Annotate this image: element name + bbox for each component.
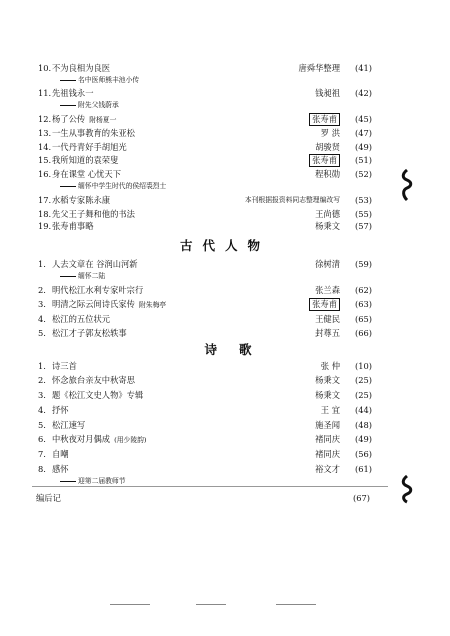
dash-rule <box>60 186 76 187</box>
entry-number: 5. <box>38 420 46 430</box>
entry-author: 封尊五 <box>315 328 340 338</box>
entry-number: 7. <box>38 449 46 459</box>
entry-title: 诗三首 <box>52 361 77 371</box>
entry-page: (47) <box>354 128 372 138</box>
entry-page: (49) <box>354 434 372 444</box>
entry-author: 褚同庆 <box>315 434 340 444</box>
footer-dash <box>110 604 150 605</box>
entry-number: 18. <box>38 209 52 219</box>
entry-author: 杨秉文 <box>315 390 340 400</box>
entry-author: 罗 洪 <box>320 128 340 138</box>
toc-entry <box>38 404 372 417</box>
toc-entry <box>38 284 372 297</box>
entry-title: 松江才子郭友松轶事 <box>52 328 127 338</box>
entry-number: 15. <box>38 155 52 165</box>
entry-author: 杨秉文 <box>315 221 340 231</box>
entry-title: 一生从事教育的朱亚松 <box>52 128 135 138</box>
entry-title: 题《松江文史人物》专辑 <box>52 390 144 400</box>
toc-entry <box>38 113 372 126</box>
entry-page: (65) <box>354 314 372 324</box>
entry-page: (62) <box>354 285 372 295</box>
entry-title: 人去文章在 谷润山河新 <box>52 259 138 269</box>
toc-entry <box>38 419 372 432</box>
toc-entry <box>38 127 372 140</box>
entry-author: 王健民 <box>315 314 340 324</box>
entry-number: 1. <box>38 361 46 371</box>
toc-entry <box>38 194 372 207</box>
entry-subtitle: 附先父钱蔚承 <box>60 100 119 111</box>
entry-page: (42) <box>354 88 372 98</box>
entry-author: 张寿甫 <box>309 113 340 126</box>
toc-entry <box>38 258 372 271</box>
entry-page: (56) <box>354 449 372 459</box>
entry-author: 王尚德 <box>315 209 340 219</box>
entry-number: 14. <box>38 142 52 152</box>
toc-entry <box>38 327 372 340</box>
entry-title: 松江速写 <box>52 420 86 430</box>
divider <box>32 486 388 487</box>
toc-entry <box>38 448 372 461</box>
binding-mark-icon <box>398 168 416 202</box>
entry-page: (55) <box>354 209 372 219</box>
entry-title: 编后记 <box>36 493 61 503</box>
entry-title: 明代松江水利专家叶宗行 <box>52 285 144 295</box>
entry-title: 张寿甫事略 <box>52 221 94 231</box>
dash-rule <box>60 80 76 81</box>
entry-title: 先父王子舞和他的书法 <box>52 209 135 219</box>
entry-author: 唐舜华整理 <box>298 63 340 73</box>
entry-author: 裕文才 <box>315 464 340 474</box>
entry-title: 怀念旅台亲友中秋寄思 <box>52 375 135 385</box>
entry-author: 褚同庆 <box>315 449 340 459</box>
toc-entry <box>38 374 372 387</box>
binding-mark-icon <box>398 474 416 504</box>
entry-number: 4. <box>38 314 46 324</box>
entry-page: (63) <box>354 299 372 309</box>
entry-number: 12. <box>38 114 52 124</box>
entry-title: 松江的五位状元 <box>52 314 111 324</box>
toc-entry <box>38 62 372 75</box>
entry-page: (44) <box>354 405 372 415</box>
entry-number: 4. <box>38 405 46 415</box>
entry-title: 抒怀 <box>52 405 69 415</box>
entry-number: 16. <box>38 169 52 179</box>
entry-note: (用少陵韵) <box>114 436 147 444</box>
toc-entry <box>38 141 372 154</box>
footer-dash <box>276 604 316 605</box>
entry-page: (41) <box>354 63 372 73</box>
entry-title: 自嘲 <box>52 449 69 459</box>
entry-number: 19. <box>38 221 52 231</box>
entry-page: (51) <box>354 155 372 165</box>
entry-title: 中秋夜对月偶成 (用少陵韵) <box>52 434 147 444</box>
entry-title: 明清之际云间诗氏家传 附朱梅亭 <box>52 299 167 309</box>
entry-title: 水稻专家陈永康 <box>52 195 111 205</box>
entry-page: (25) <box>354 390 372 400</box>
entry-subtitle: 缅怀中学生时代的侯绍裘烈士 <box>60 181 166 192</box>
entry-note: 附朱梅亭 <box>138 301 167 309</box>
entry-subtitle: 名中医师熊丰池小传 <box>60 75 139 86</box>
entry-page: (59) <box>354 259 372 269</box>
entry-number: 13. <box>38 128 52 138</box>
entry-page: (25) <box>354 375 372 385</box>
dash-rule <box>60 276 76 277</box>
entry-page: (48) <box>354 420 372 430</box>
entry-author: 张寿甫 <box>309 154 340 167</box>
entry-title: 不为良相为良医 <box>52 63 111 73</box>
entry-number: 10. <box>38 63 52 73</box>
section-title: 诗歌 <box>204 342 274 357</box>
entry-number: 2. <box>38 375 46 385</box>
entry-title: 感怀 <box>52 464 69 474</box>
toc-entry <box>38 298 372 311</box>
dash-rule <box>60 105 76 106</box>
entry-title: 杨了公传 附杨夏一 <box>52 114 117 124</box>
entry-page: (57) <box>354 221 372 231</box>
entry-author: 张寿甫 <box>309 298 340 311</box>
toc-entry-afterword <box>36 492 370 505</box>
entry-number: 11. <box>38 88 52 98</box>
toc-entry <box>38 463 372 476</box>
entry-author: 张兰森 <box>315 285 340 295</box>
entry-author: 胡骏贤 <box>315 142 340 152</box>
entry-title: 先祖钱永一 <box>52 88 94 98</box>
entry-number: 3. <box>38 299 46 309</box>
entry-author: 王 宜 <box>320 405 340 415</box>
entry-page: (61) <box>354 464 372 474</box>
entry-title: 我所知道的袁荣叟 <box>52 155 119 165</box>
entry-subtitle: 缅怀二陆 <box>60 271 105 282</box>
entry-author-credit: 本刊根据报资料同志整理编改写 <box>244 196 340 204</box>
entry-number: 5. <box>38 328 46 338</box>
entry-title: 一代丹青好手胡旭光 <box>52 142 127 152</box>
entry-number: 2. <box>38 285 46 295</box>
toc-entry <box>38 389 372 402</box>
toc-entry <box>38 168 372 181</box>
entry-author: 钱昶祖 <box>315 88 340 98</box>
entry-subtitle: 迎第二届教师节 <box>60 476 126 487</box>
entry-number: 6. <box>38 434 46 444</box>
entry-number: 3. <box>38 390 46 400</box>
toc-entry <box>38 220 372 233</box>
entry-page: (67) <box>352 493 370 503</box>
toc-entry <box>38 360 372 373</box>
entry-number: 17. <box>38 195 52 205</box>
toc-entry <box>38 313 372 326</box>
entry-number: 1. <box>38 259 46 269</box>
entry-author: 张 仲 <box>320 361 340 371</box>
entry-author: 徐树清 <box>315 259 340 269</box>
entry-page: (10) <box>354 361 372 371</box>
entry-page: (45) <box>354 114 372 124</box>
entry-author: 杨秉文 <box>315 375 340 385</box>
toc-entry <box>38 87 372 100</box>
entry-author: 程积勋 <box>315 169 340 179</box>
entry-page: (66) <box>354 328 372 338</box>
dash-rule <box>60 481 76 482</box>
toc-entry <box>38 433 372 446</box>
section-title: 古代人物 <box>179 238 270 253</box>
footer-dash <box>196 604 226 605</box>
toc-entry <box>38 154 372 167</box>
entry-page: (49) <box>354 142 372 152</box>
entry-page: (53) <box>354 195 372 205</box>
entry-author: 施圣闻 <box>315 420 340 430</box>
entry-page: (52) <box>354 169 372 179</box>
entry-number: 8. <box>38 464 46 474</box>
entry-note: 附杨夏一 <box>89 116 117 124</box>
entry-title: 身在课堂 心忧天下 <box>52 169 122 179</box>
